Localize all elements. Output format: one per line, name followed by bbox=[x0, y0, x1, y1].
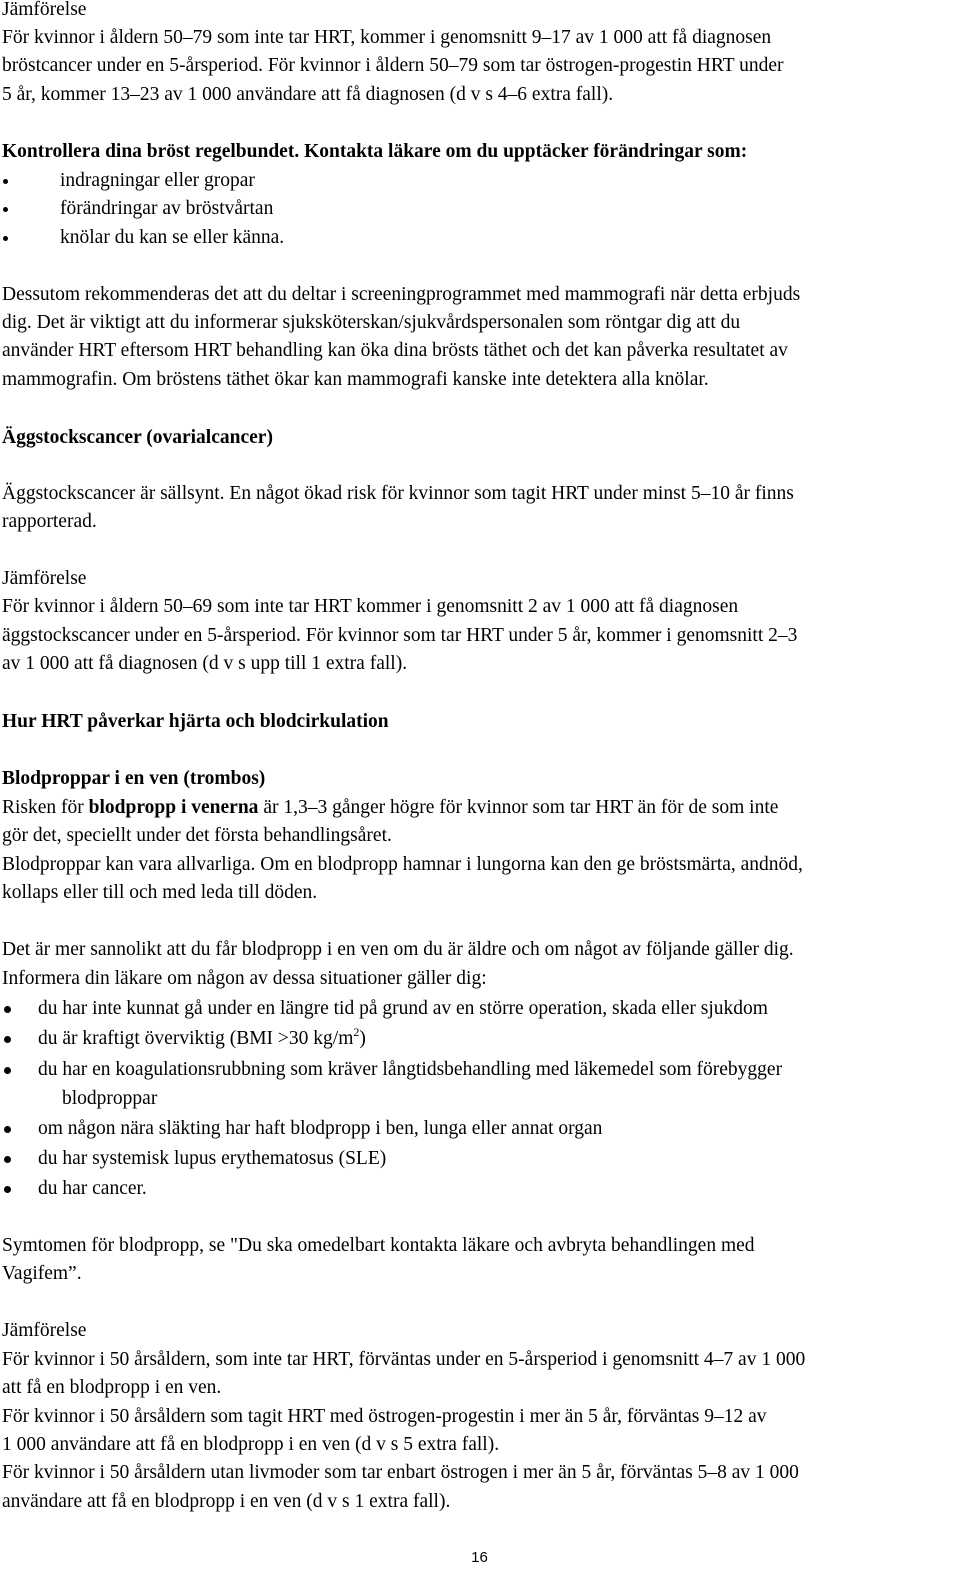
paragraph-line: För kvinnor i åldern 50–69 som inte tar HRT kommer i genomsnitt 2 av 1 000 att få diagnosen bbox=[2, 596, 739, 617]
paragraph-line: bröstcancer under en 5-årsperiod. För kvinnor i åldern 50–79 som tar östrogen-progestin HRT under bbox=[2, 55, 784, 76]
heart-heading: Hur HRT påverkar hjärta och blodcirkulation bbox=[2, 711, 389, 732]
paragraph-line: För kvinnor i 50 årsåldern utan livmoder som tar enbart östrogen i mer än 5 år, förväntas 5–8 av 1 000 bbox=[2, 1462, 799, 1483]
bullet-icon bbox=[4, 1006, 11, 1013]
paragraph-line: Vagifem”. bbox=[2, 1263, 82, 1284]
paragraph-line: För kvinnor i 50 årsåldern, som inte tar HRT, förväntas under en 5-årsperiod i genomsnitt 4–7 av 1 000 bbox=[2, 1349, 806, 1370]
bullet-icon bbox=[4, 1036, 11, 1043]
paragraph-line: För kvinnor i 50 årsåldern som tagit HRT med östrogen-progestin i mer än 5 år, förväntas 9–12 av bbox=[2, 1406, 767, 1427]
paragraph-line: 1 000 användare att få en blodpropp i en ven (d v s 5 extra fall). bbox=[2, 1434, 500, 1455]
comparison-label: Jämförelse bbox=[2, 1320, 87, 1341]
bullet-icon bbox=[4, 1156, 11, 1163]
ovarian-heading: Äggstockscancer (ovarialcancer) bbox=[2, 427, 273, 448]
paragraph-line: Det är mer sannolikt att du får blodpropp i en ven om du är äldre och om något av följande gäller dig. bbox=[2, 939, 794, 960]
paragraph-line: gör det, speciellt under det första behandlingsåret. bbox=[2, 825, 392, 846]
paragraph-line: användare att få en blodpropp i en ven (d v s 1 extra fall). bbox=[2, 1491, 451, 1512]
paragraph-line: kollaps eller till och med leda till döden. bbox=[2, 882, 318, 903]
bullet-icon bbox=[3, 236, 8, 241]
paragraph-line: Dessutom rekommenderas det att du deltar i screeningprogrammet med mammografi när detta erbjuds bbox=[2, 284, 801, 305]
paragraph-line: dig. Det är viktigt att du informerar sjuksköterskan/sjukvårdspersonalen som röntgar dig att du bbox=[2, 312, 741, 333]
paragraph-line: 5 år, kommer 13–23 av 1 000 användare att få diagnosen (d v s 4–6 extra fall). bbox=[2, 84, 614, 105]
paragraph-line: mammografin. Om bröstens täthet ökar kan mammografi kanske inte detektera alla knölar. bbox=[2, 369, 709, 390]
bullet-icon bbox=[4, 1067, 11, 1074]
paragraph-line: rapporterad. bbox=[2, 511, 97, 532]
bullet-icon bbox=[3, 207, 8, 212]
paragraph-line: Risken för blodpropp i venerna är 1,3–3 gånger högre för kvinnor som tar HRT än för de som inte bbox=[2, 797, 779, 818]
paragraph-line: äggstockscancer under en 5-årsperiod. För kvinnor som tar HRT under 5 år, kommer i genomsnitt 2–3 bbox=[2, 625, 798, 646]
paragraph-line: Äggstockscancer är sällsynt. En något ökad risk för kvinnor som tagit HRT under minst 5–10 år finns bbox=[2, 483, 794, 504]
paragraph-line: använder HRT eftersom HRT behandling kan öka dina brösts täthet och det kan påverka resultatet av bbox=[2, 340, 788, 361]
paragraph-line: Blodproppar kan vara allvarliga. Om en blodpropp hamnar i lungorna kan den ge bröstsmärta, andnöd, bbox=[2, 854, 803, 875]
bullet-icon bbox=[4, 1186, 11, 1193]
bullet-icon bbox=[3, 179, 8, 184]
page-number: 16 bbox=[471, 1549, 488, 1566]
list-item-continuation: blodproppar bbox=[62, 1088, 158, 1109]
paragraph-line: Symtomen för blodpropp, se "Du ska omedelbart kontakta läkare och avbryta behandlingen med bbox=[2, 1235, 755, 1256]
bullet-icon bbox=[4, 1126, 11, 1133]
comparison-label: Jämförelse bbox=[2, 568, 87, 589]
paragraph-line: Informera din läkare om någon av dessa situationer gäller dig: bbox=[2, 968, 487, 989]
paragraph-line: av 1 000 att få diagnosen (d v s upp till 1 extra fall). bbox=[2, 653, 408, 674]
breast-check-heading: Kontrollera dina bröst regelbundet. Kontakta läkare om du upptäcker förändringar som: bbox=[2, 141, 748, 162]
emphasis-text: blodpropp i venerna bbox=[88, 797, 259, 818]
paragraph-line: För kvinnor i åldern 50–79 som inte tar HRT, kommer i genomsnitt 9–17 av 1 000 att få diagnosen bbox=[2, 27, 772, 48]
clots-heading: Blodproppar i en ven (trombos) bbox=[2, 768, 266, 789]
comparison-label: Jämförelse bbox=[2, 0, 87, 20]
paragraph-line: att få en blodpropp i en ven. bbox=[2, 1377, 222, 1398]
